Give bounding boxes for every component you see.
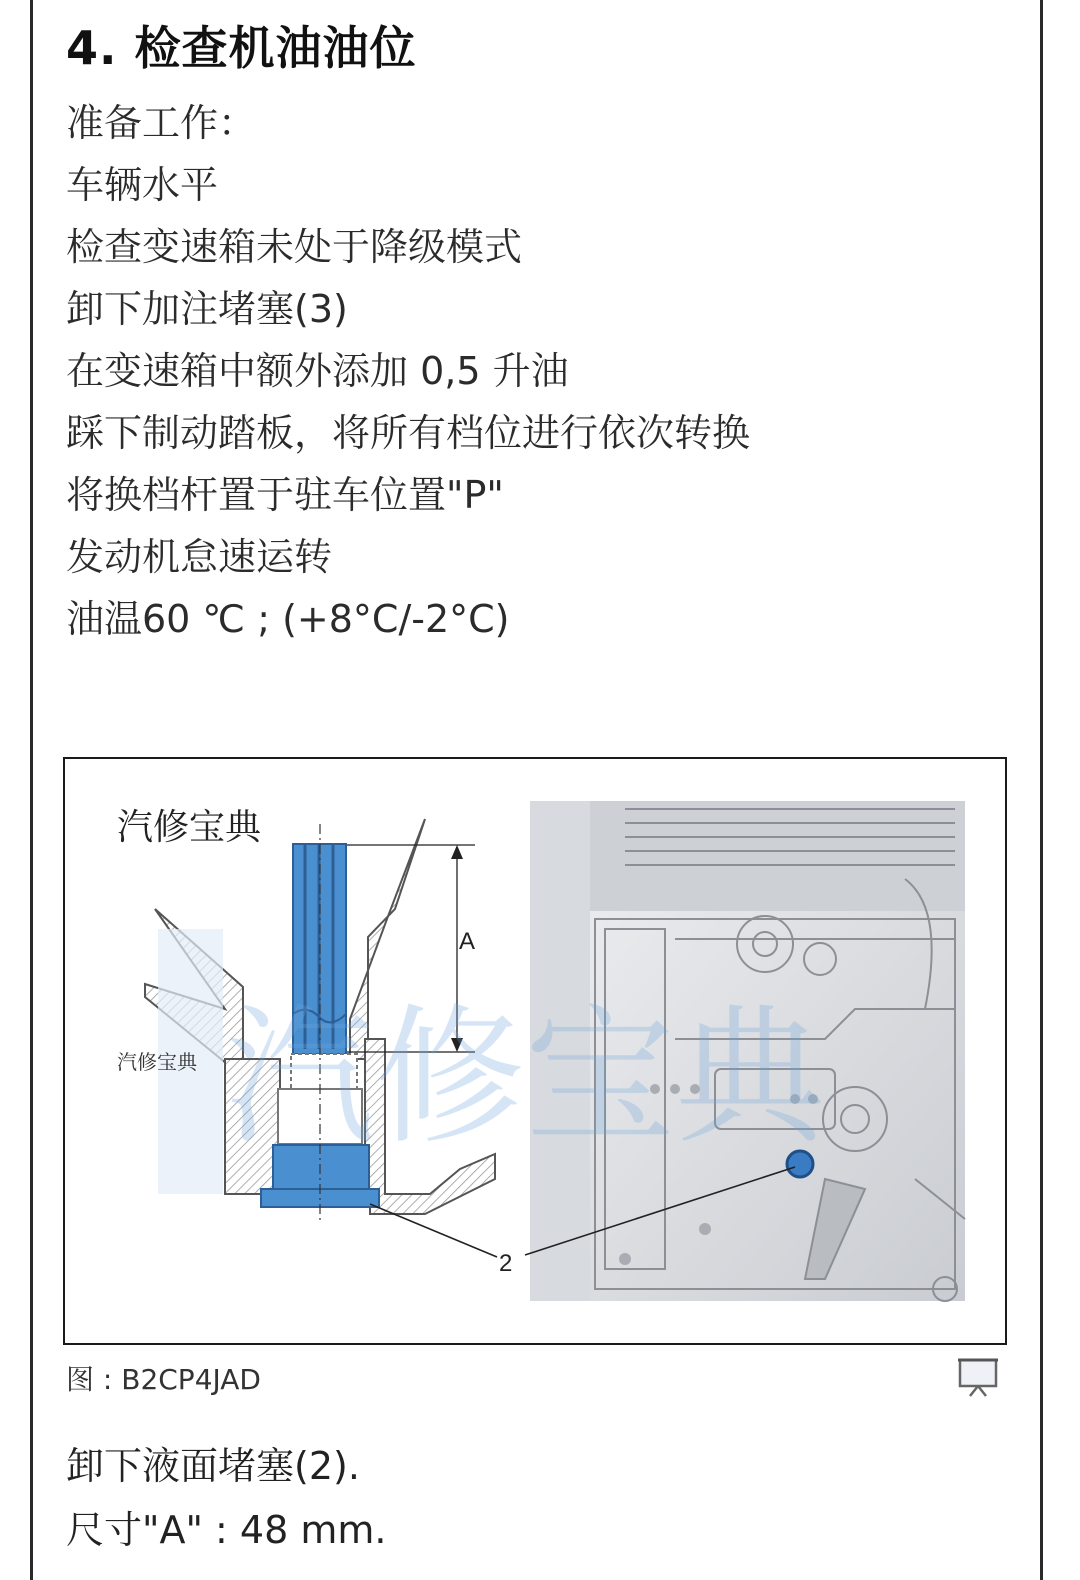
note-dimension-a: 尺寸"A" : 48 mm. — [66, 1508, 387, 1552]
prep-step: 发动机怠速运转 — [66, 535, 333, 579]
prep-step: 卸下加注堵塞(3) — [66, 287, 348, 331]
note-remove-plug: 卸下液面堵塞(2). — [66, 1444, 360, 1488]
result-notes — [66, 1434, 386, 1562]
watermark-stamp: 汽修宝典 — [117, 1050, 197, 1074]
prep-heading: 准备工作： — [66, 101, 257, 145]
prep-step: 踩下制动踏板，将所有档位进行依次转换 — [66, 411, 751, 455]
page-border-left — [30, 0, 33, 1580]
page-border-right — [1040, 0, 1043, 1580]
prep-step: 车辆水平 — [66, 163, 219, 207]
prep-step: 油温60 ℃ ; (+8°C/-2°C) — [66, 597, 510, 641]
technical-figure[interactable] — [63, 757, 1007, 1345]
watermark-large: 汽修宝典 — [225, 991, 826, 1165]
prep-step: 检查变速箱未处于降级模式 — [66, 225, 523, 269]
prep-step: 将换档杆置于驻车位置"P" — [66, 473, 504, 517]
figure-caption: 图 : B2CP4JAD — [66, 1363, 261, 1396]
callout-label-2: 2 — [499, 1250, 513, 1277]
preparation-steps — [66, 92, 750, 650]
section-title: 4. 检查机油油位 — [66, 21, 417, 75]
prep-step: 在变速箱中额外添加 0,5 升油 — [66, 349, 569, 393]
dimension-label-a: A — [459, 928, 476, 955]
watermark-title: 汽修宝典 — [117, 807, 262, 848]
presentation-screen-icon[interactable] — [956, 1354, 1000, 1398]
